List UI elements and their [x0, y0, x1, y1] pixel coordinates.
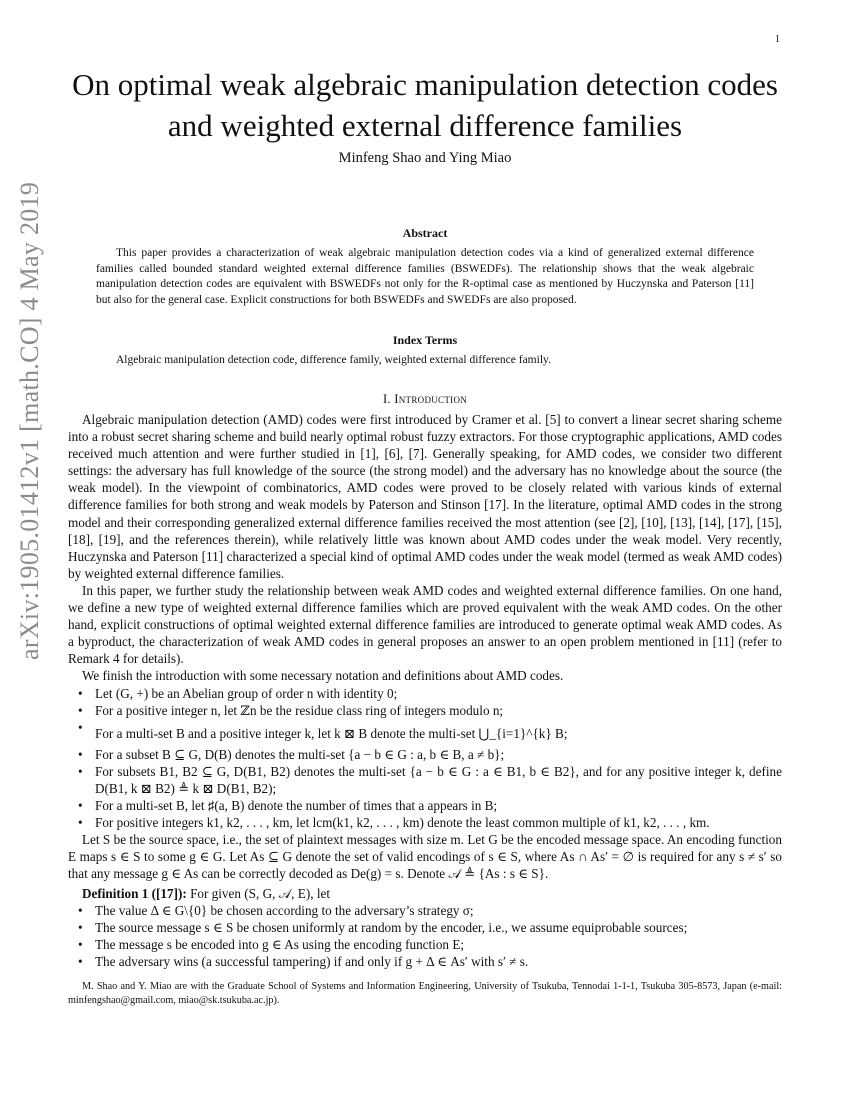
- definition-item: • The message s be encoded into g ∈ As using the encoding function E;: [68, 936, 782, 953]
- intro-paragraph-3: We finish the introduction with some necessary notation and definitions about AMD codes.: [82, 668, 564, 684]
- source-space-paragraph: Let S be the source space, i.e., the set of plaintext messages with size m. Let G be the encoded message space. An encoding function E maps s ∈ S to some g ∈ G. Let As ⊆ G denote the set of valid encodings of s ∈ S, where As ∩ As′ = ∅ is required for any s ≠ s′ so that any message g ∈ As can be correctly decoded as De(g) = s. Denote 𝒜 ≜ {As : s ∈ S}.: [68, 832, 782, 882]
- section-number: I.: [382, 392, 391, 406]
- definition-item: • The source message s ∈ S be chosen uniformly at random by the encoder, i.e., we assume equiprobable sources;: [68, 919, 782, 936]
- definition-reference: ([17]):: [151, 885, 187, 901]
- index-terms-heading: Index Terms: [392, 333, 458, 347]
- section-title: Introduction: [394, 392, 468, 406]
- definition-item: • The value Δ ∈ G\{0} be chosen according to the adversary’s strategy σ;: [68, 902, 782, 919]
- section-heading: [60, 392, 790, 407]
- definition-label: Definition 1: [82, 885, 149, 901]
- notation-item: • For a positive integer n, let ℤn be the residue class ring of integers modulo n;: [68, 702, 782, 719]
- notation-item: • For a multi-set B and a positive integer k, let k ⊠ B denote the multi-set ⋃_{i=1}^{k} B;: [68, 719, 782, 746]
- notation-item: • For a multi-set B, let ♯(a, B) denote the number of times that a appears in B;: [68, 797, 782, 814]
- notation-item: • For positive integers k1, k2, . . . , km, let lcm(k1, k2, . . . , km) denote the least common multiple of k1, k2, . . . , km.: [68, 814, 782, 831]
- notation-item: • For subsets B1, B2 ⊆ G, D(B1, B2) denotes the multi-set {a − b ∈ G : a ∈ B1, b ∈ B2}, and for any positive integer k, define D(B1, k ⊠ B2) ≜ k ⊠ D(B1, B2);: [68, 763, 782, 797]
- author-footnote: M. Shao and Y. Miao are with the Graduate School of Systems and Information Engineering, University of Tsukuba, Tennodai 1-1-1, Tsukuba 305-8573, Japan (e-mail: minfengshao@gmail.com, miao@sk.tsukuba.ac.jp).: [68, 981, 782, 1006]
- abstract-heading: Abstract: [402, 226, 448, 240]
- arxiv-identifier[interactable]: arXiv:1905.01412v1 [math.CO] 4 May 2019: [15, 181, 44, 660]
- main-body: [68, 411, 782, 970]
- abstract-body: This paper provides a characterization of weak algebraic manipulation detection codes via a kind of generalized external difference families called bounded standard weighted external difference families (BSWEDFs). The relationship shows that the weak algebraic manipulation detection codes are equivalent with BSWEDFs not only for the R-optimal case as mentioned by Huczynska and Paterson [11] but also for the general case. Explicit constructions for both BSWEDFs and SWEDFs are also proposed.: [96, 247, 754, 306]
- definition-list: [68, 902, 782, 970]
- index-terms-body: Algebraic manipulation detection code, difference family, weighted external difference family.: [116, 354, 551, 366]
- notation-item: • For a subset B ⊆ G, D(B) denotes the multi-set {a − b ∈ G : a, b ∈ B, a ≠ b};: [68, 746, 782, 763]
- paper-title: On optimal weak algebraic manipulation detection codes and weighted external difference families: [72, 67, 778, 143]
- notation-item: • Let (G, +) be an Abelian group of order n with identity 0;: [68, 685, 782, 702]
- page-number: 1: [775, 34, 780, 45]
- definition-1: [68, 885, 782, 902]
- authors: Minfeng Shao and Ying Miao: [338, 150, 512, 166]
- notation-list: [68, 685, 782, 832]
- intro-paragraph-2: In this paper, we further study the relationship between weak AMD codes and weighted external difference families. On one hand, we define a new type of weighted external difference families which are proved equivalent with the weak AMD codes. On the other hand, explicit constructions of optimal weighted external difference families are introduced to generate optimal weak AMD codes. As a byproduct, the characterization of weak AMD codes in general proposes an answer to an open problem mentioned in [11] (refer to Remark 4 for details).: [68, 582, 782, 667]
- definition-intro: For given (S, G, 𝒜, E), let: [190, 885, 331, 901]
- intro-paragraph-1: Algebraic manipulation detection (AMD) codes were first introduced by Cramer et al. [5] to convert a linear secret sharing scheme into a robust secret sharing scheme and build nearly optimal robust fuzzy extractors. For those cryptographic applications, AMD codes received much attention and were further studied in [1], [6], [7]. Generally speaking, for AMD codes, we consider two different settings: the adversary has full knowledge of the source (the strong model) and the adversary has no knowledge about the source (the weak model). In the viewpoint of combinatorics, AMD codes were proved to be closely related with various kinds of external difference families for both strong and weak models by Paterson and Stinson [17]. In the literature, optimal AMD codes in the strong model and their corresponding generalized external difference families received the most attention (see [2], [10], [13], [14], [17], [15], [18], [19], and the references therein), while relatively little was known about AMD codes under the weak model. Very recently, Huczynska and Paterson [11] characterized a special kind of optimal AMD codes under the weak model (termed as weak AMD codes) by weighted external difference families.: [68, 412, 782, 581]
- definition-item: • The adversary wins (a successful tampering) if and only if g + Δ ∈ As′ with s′ ≠ s.: [68, 953, 782, 970]
